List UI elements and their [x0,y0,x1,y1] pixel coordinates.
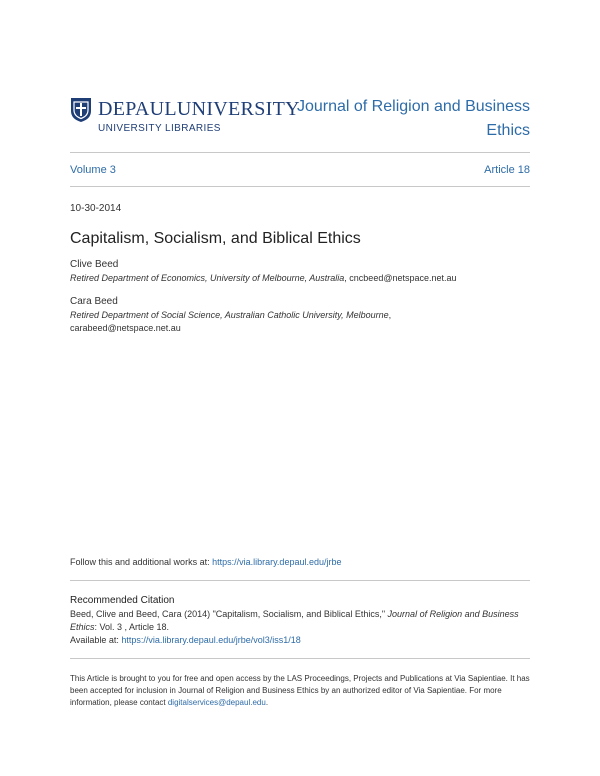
publication-date: 10-30-2014 [70,203,122,214]
available-link[interactable]: https://via.library.depaul.edu/jrbe/vol3/iss1/18 [121,635,301,645]
citation-journal: Journal of Religion and Business Ethics [70,609,519,632]
university-seal-icon [70,97,92,123]
affiliation-text: Retired Department of Economics, University of Melbourne, Australia [70,273,345,283]
journal-title-link[interactable]: Journal of Religion and Business Ethics [296,98,530,139]
header-divider [70,152,530,153]
follow-divider [70,580,530,581]
affiliation-text: Retired Department of Social Science, Australian Catholic University, Melbourne [70,310,389,320]
logo-libraries-label: UNIVERSITY LIBRARIES [98,123,221,134]
depaul-logo[interactable] [70,97,300,137]
citation-text [70,608,530,647]
citation-heading: Recommended Citation [70,595,175,606]
author-affiliation: Retired Department of Social Science, Australian Catholic University, Melbourne, carabeed@netspace.net.au [70,310,392,333]
author-name: Clive Beed [70,259,119,270]
author-name: Cara Beed [70,296,118,307]
author-email[interactable]: carabeed@netspace.net.au [70,323,181,333]
meta-divider [70,186,530,187]
logo-university-name: DEPAULUNIVERSITY [98,98,300,120]
volume-link[interactable]: Volume 3 [70,164,116,176]
notice-text: This Article is brought to you for free and open access by the LAS Proceedings, Projects and Publications at Via Sapientiae. It has been accepted for inclusion in Journal of Religion and Business Ethics by an authorized editor of Via Sapientiae. For more information, please contact [70,674,530,707]
citation-post: : Vol. 3 , Article 18. [94,622,170,632]
article-number-link[interactable]: Article 18 [484,164,530,176]
follow-link[interactable]: https://via.library.depaul.edu/jrbe [212,557,342,567]
article-title: Capitalism, Socialism, and Biblical Ethics [70,230,361,247]
author-affiliation: Retired Department of Economics, University of Melbourne, Australia, cncbeed@netspace.net.au [70,273,457,283]
citation-divider [70,658,530,659]
contact-email-link[interactable]: digitalservices@depaul.edu [167,698,266,707]
follow-line [70,557,341,567]
author-email[interactable]: cncbeed@netspace.net.au [349,273,457,283]
notice-end: . [265,698,269,707]
citation-pre: Beed, Clive and Beed, Cara (2014) "Capitalism, Socialism, and Biblical Ethics," [70,609,388,619]
access-notice [70,673,530,709]
available-label: Available at: [70,635,122,645]
follow-text: Follow this and additional works at: [70,557,213,567]
